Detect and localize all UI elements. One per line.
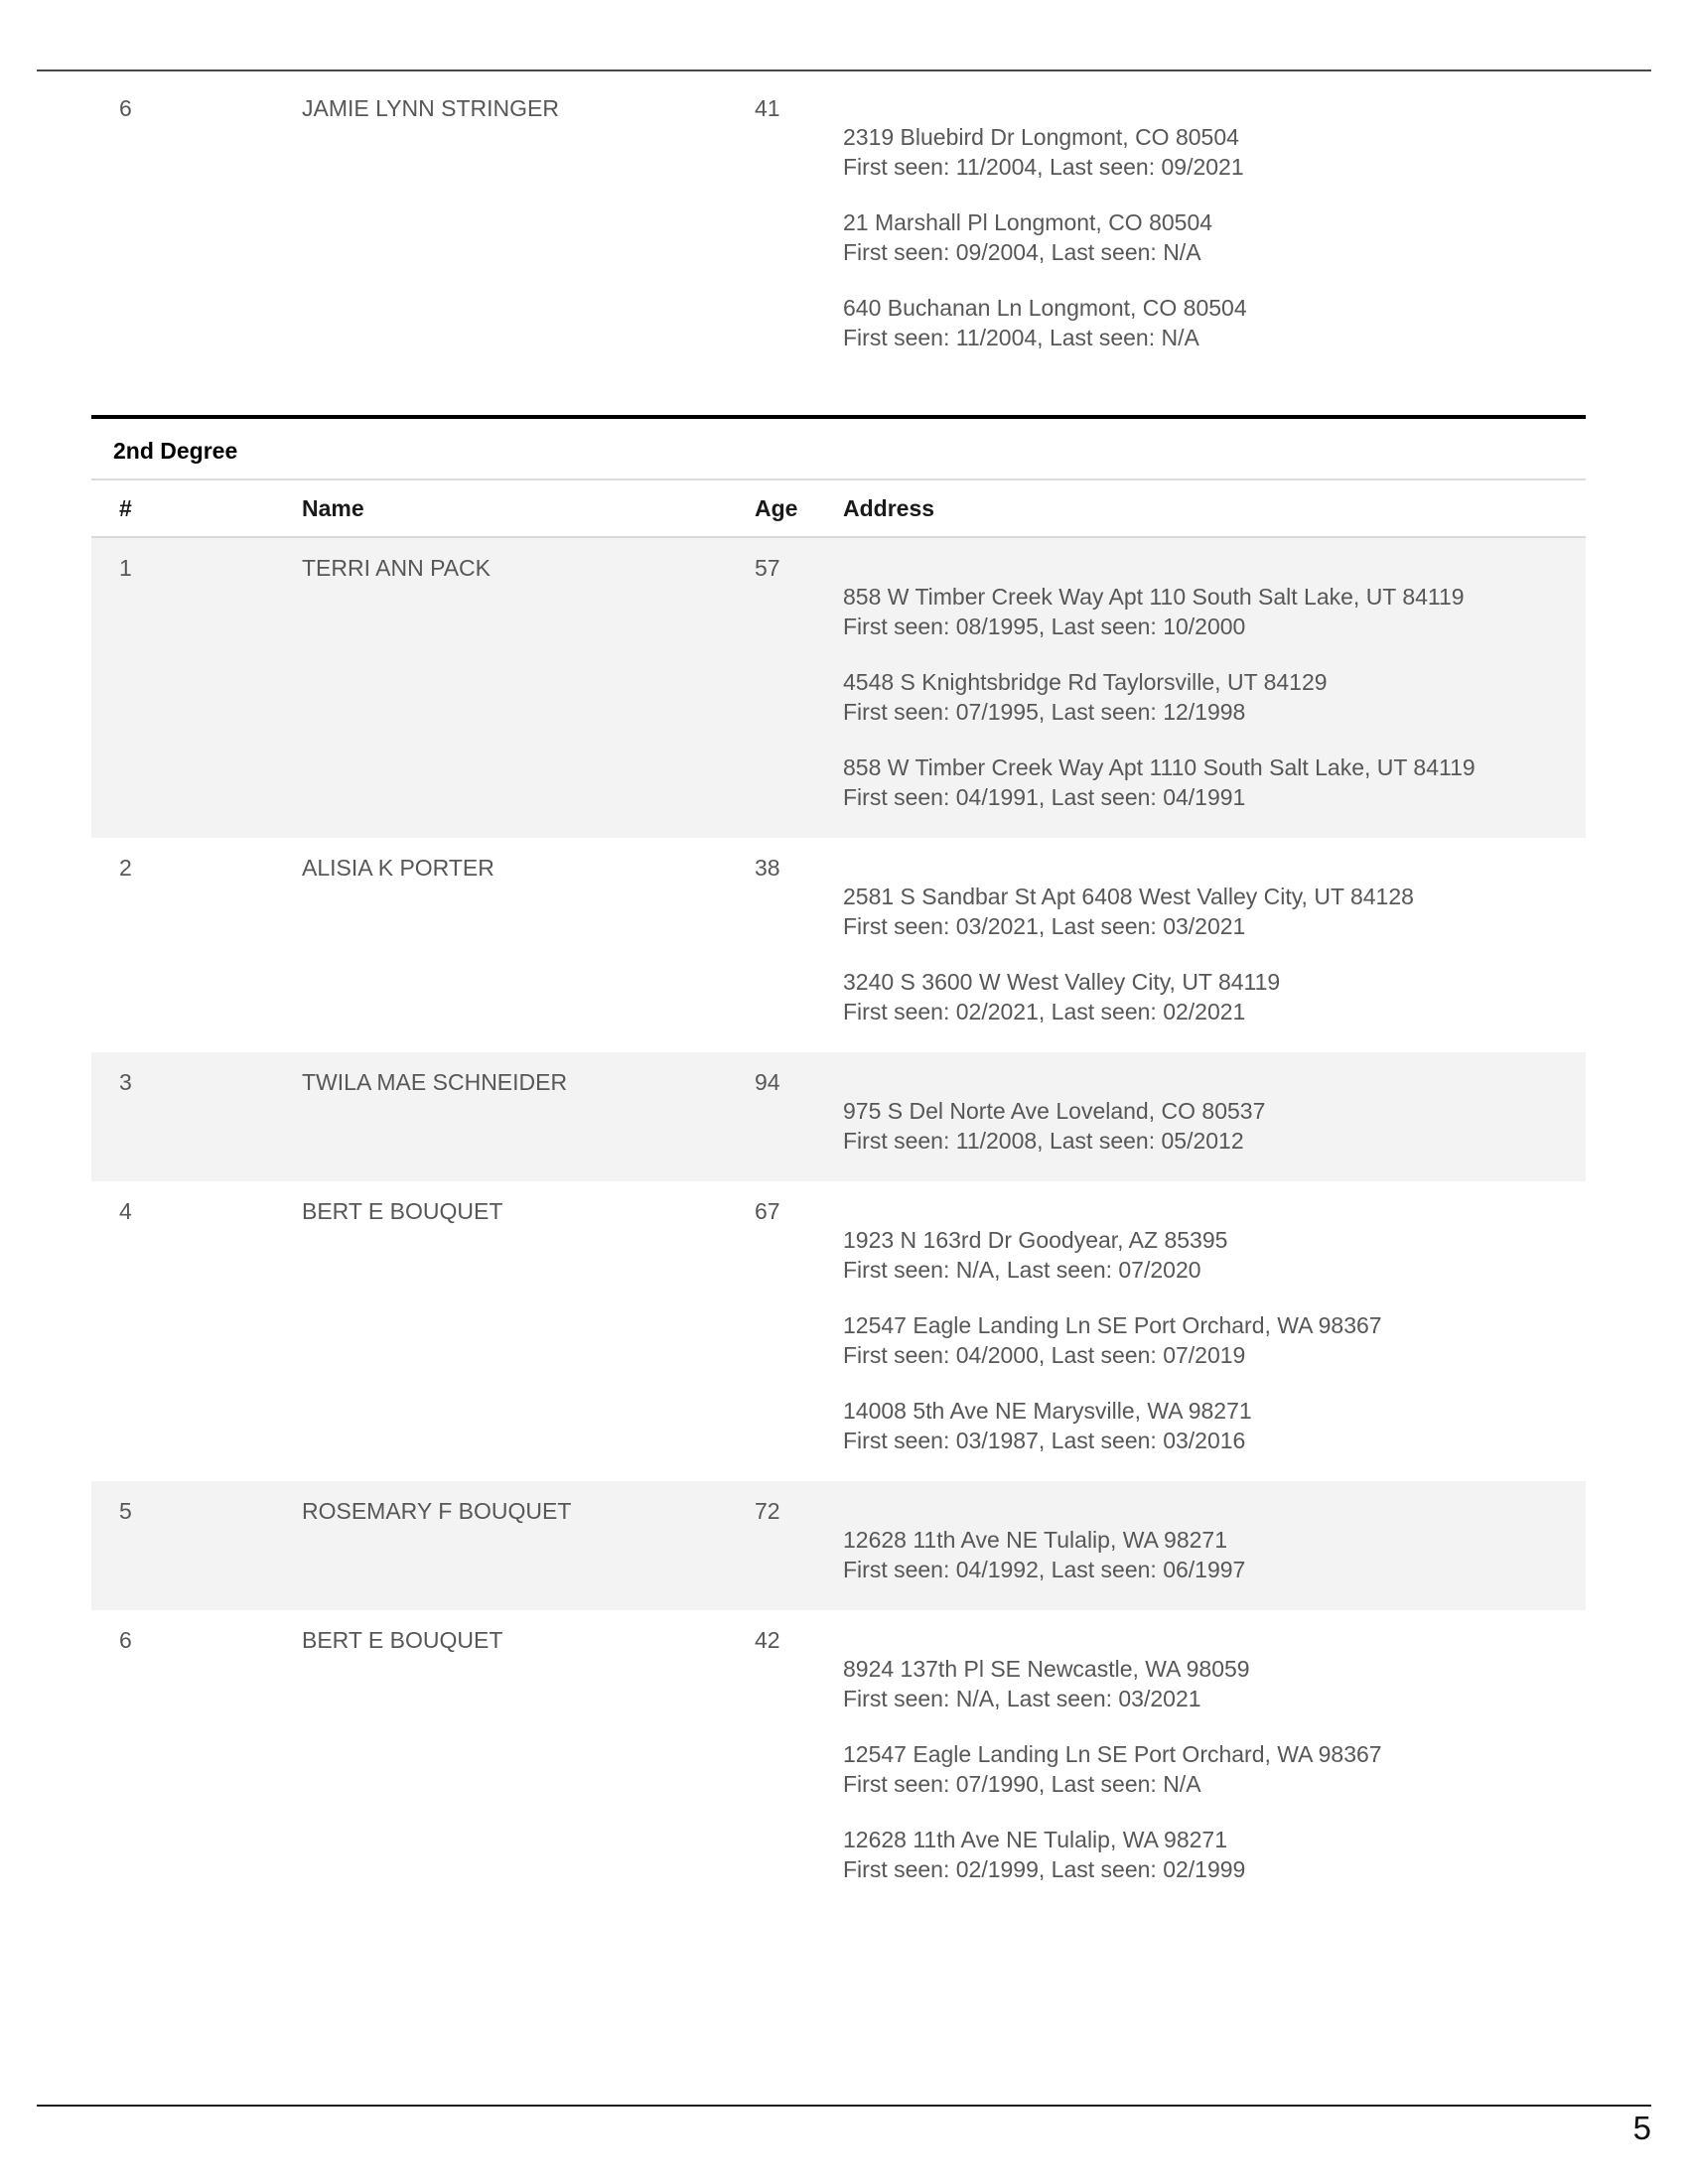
- address-seen: First seen: 04/1991, Last seen: 04/1991: [843, 784, 1246, 810]
- address-street: 8924 137th Pl SE Newcastle, WA 98059: [843, 1656, 1250, 1682]
- address-entry: [843, 293, 1586, 352]
- column-header-address: Address: [843, 495, 935, 521]
- table-row: [91, 1610, 1586, 1910]
- address-list: [843, 554, 1586, 812]
- address-entry: [843, 1739, 1586, 1799]
- address-street: 975 S Del Norte Ave Loveland, CO 80537: [843, 1098, 1266, 1124]
- person-name: JAMIE LYNN STRINGER: [302, 95, 559, 121]
- row-number: 5: [119, 1498, 132, 1524]
- address-seen: First seen: 07/1990, Last seen: N/A: [843, 1771, 1201, 1797]
- address-seen: First seen: 04/1992, Last seen: 06/1997: [843, 1557, 1246, 1582]
- address-street: 4548 S Knightsbridge Rd Taylorsville, UT 84129: [843, 669, 1328, 695]
- person-name: TERRI ANN PACK: [302, 555, 491, 581]
- address-street: 2581 S Sandbar St Apt 6408 West Valley City, UT 84128: [843, 884, 1414, 909]
- row-number: 2: [119, 855, 132, 881]
- address-street: 858 W Timber Creek Way Apt 1110 South Salt Lake, UT 84119: [843, 754, 1476, 780]
- address-list: [843, 1197, 1586, 1455]
- address-street: 12628 11th Ave NE Tulalip, WA 98271: [843, 1527, 1228, 1553]
- column-header-age: Age: [755, 495, 798, 521]
- address-seen: First seen: 07/1995, Last seen: 12/1998: [843, 699, 1246, 725]
- address-street: 858 W Timber Creek Way Apt 110 South Salt Lake, UT 84119: [843, 584, 1465, 610]
- address-list: [843, 94, 1586, 352]
- address-seen: First seen: N/A, Last seen: 07/2020: [843, 1257, 1201, 1283]
- person-name: BERT E BOUQUET: [302, 1198, 503, 1224]
- address-street: 640 Buchanan Ln Longmont, CO 80504: [843, 295, 1247, 321]
- address-entry: [843, 582, 1586, 641]
- address-entry: [843, 207, 1586, 267]
- table-row: [91, 1052, 1586, 1181]
- address-entry: [843, 1525, 1586, 1584]
- address-seen: First seen: 09/2004, Last seen: N/A: [843, 239, 1201, 265]
- address-street: 21 Marshall Pl Longmont, CO 80504: [843, 209, 1213, 235]
- row-number: 6: [119, 95, 132, 121]
- person-name: ROSEMARY F BOUQUET: [302, 1498, 572, 1524]
- address-list: [843, 1626, 1586, 1884]
- section-title: 2nd Degree: [113, 438, 238, 464]
- address-list: [843, 1068, 1586, 1156]
- address-entry: [843, 1825, 1586, 1884]
- address-seen: First seen: 11/2004, Last seen: N/A: [843, 325, 1199, 350]
- row-number: 6: [119, 1627, 132, 1653]
- address-entry: [843, 667, 1586, 727]
- address-seen: First seen: 02/1999, Last seen: 02/1999: [843, 1856, 1246, 1882]
- address-street: 14008 5th Ave NE Marysville, WA 98271: [843, 1398, 1252, 1424]
- address-street: 3240 S 3600 W West Valley City, UT 84119: [843, 969, 1281, 995]
- address-seen: First seen: 03/2021, Last seen: 03/2021: [843, 913, 1246, 939]
- address-seen: First seen: N/A, Last seen: 03/2021: [843, 1686, 1201, 1711]
- person-name: BERT E BOUQUET: [302, 1627, 503, 1653]
- column-header-name: Name: [302, 495, 364, 521]
- address-seen: First seen: 08/1995, Last seen: 10/2000: [843, 614, 1246, 639]
- table-row: [91, 94, 1586, 378]
- address-entry: [843, 752, 1586, 812]
- address-entry: [843, 1096, 1586, 1156]
- address-seen: First seen: 03/1987, Last seen: 03/2016: [843, 1428, 1246, 1453]
- column-header-num: #: [119, 495, 132, 521]
- address-street: 12628 11th Ave NE Tulalip, WA 98271: [843, 1827, 1228, 1852]
- table-row: [91, 838, 1586, 1052]
- address-seen: First seen: 11/2004, Last seen: 09/2021: [843, 154, 1244, 180]
- table-header-row: [91, 480, 1586, 536]
- address-street: 2319 Bluebird Dr Longmont, CO 80504: [843, 124, 1239, 150]
- address-list: [843, 1497, 1586, 1584]
- person-name: TWILA MAE SCHNEIDER: [302, 1069, 568, 1095]
- address-entry: [843, 1396, 1586, 1455]
- person-name: ALISIA K PORTER: [302, 855, 494, 881]
- address-entry: [843, 967, 1586, 1026]
- address-seen: First seen: 11/2008, Last seen: 05/2012: [843, 1128, 1244, 1154]
- address-street: 12547 Eagle Landing Ln SE Port Orchard, WA 98367: [843, 1312, 1382, 1338]
- address-entry: [843, 882, 1586, 941]
- page-top-rule: [37, 69, 1651, 71]
- address-entry: [843, 1225, 1586, 1285]
- person-age: 42: [755, 1627, 780, 1653]
- address-entry: [843, 1310, 1586, 1370]
- report-body: [91, 94, 1586, 1910]
- address-street: 12547 Eagle Landing Ln SE Port Orchard, WA 98367: [843, 1741, 1382, 1767]
- page-number: 5: [1632, 2110, 1651, 2146]
- address-street: 1923 N 163rd Dr Goodyear, AZ 85395: [843, 1227, 1228, 1253]
- address-list: [843, 854, 1586, 1026]
- address-entry: [843, 122, 1586, 182]
- row-number: 4: [119, 1198, 132, 1224]
- person-age: 94: [755, 1069, 780, 1095]
- person-age: 72: [755, 1498, 780, 1524]
- person-age: 57: [755, 555, 780, 581]
- address-entry: [843, 1654, 1586, 1713]
- person-age: 41: [755, 95, 780, 121]
- table-row: [91, 1481, 1586, 1610]
- row-number: 1: [119, 555, 132, 581]
- table-row: [91, 538, 1586, 838]
- person-age: 38: [755, 855, 780, 881]
- table-row: [91, 1181, 1586, 1481]
- address-seen: First seen: 02/2021, Last seen: 02/2021: [843, 999, 1246, 1024]
- page-bottom-rule: [37, 2105, 1651, 2107]
- person-age: 67: [755, 1198, 780, 1224]
- row-number: 3: [119, 1069, 132, 1095]
- address-seen: First seen: 04/2000, Last seen: 07/2019: [843, 1342, 1246, 1368]
